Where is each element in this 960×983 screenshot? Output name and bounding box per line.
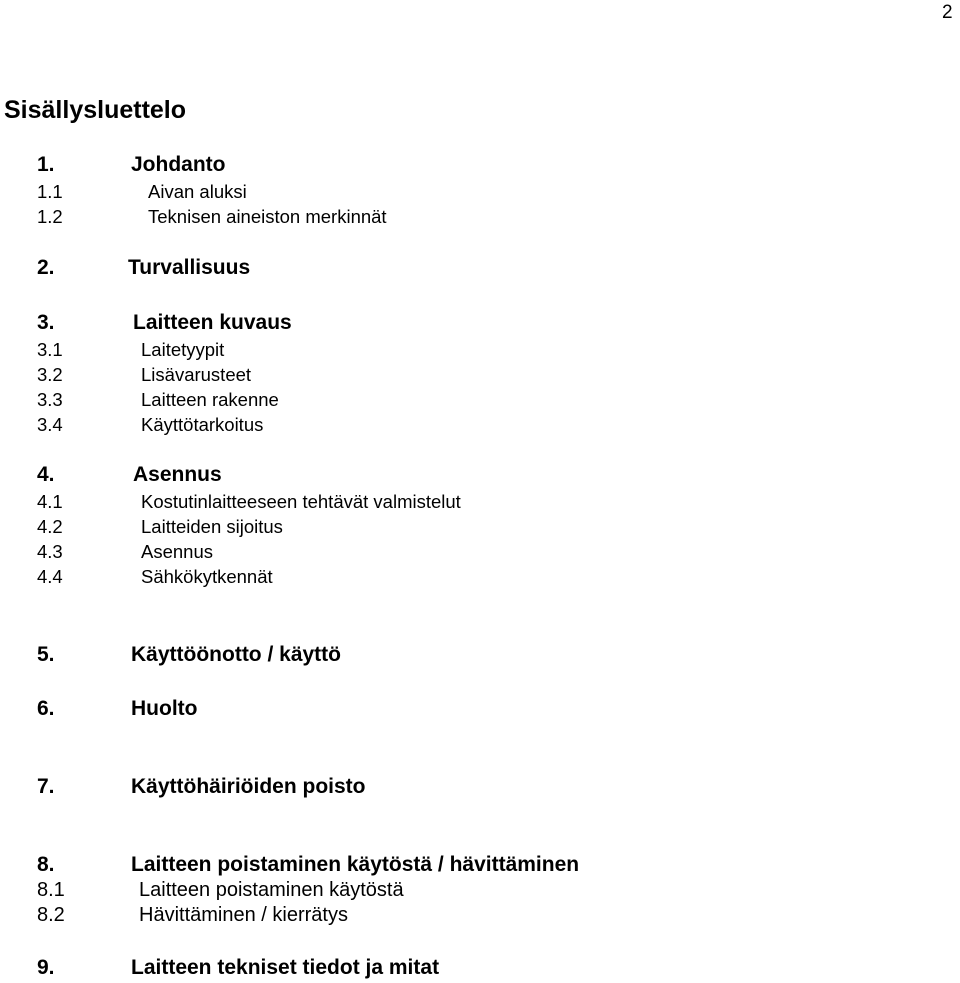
toc-title: Sisällysluettelo xyxy=(4,96,187,124)
toc-entry-text: Asennus xyxy=(133,463,222,486)
toc-entry-number: 2. xyxy=(37,256,55,279)
toc-entry-text: Laitteen tekniset tiedot ja mitat xyxy=(131,956,440,979)
toc-entry-number: 9. xyxy=(37,956,55,979)
toc-entry-text: Laitetyypit xyxy=(141,339,225,360)
toc-entry-number: 4.3 xyxy=(37,541,63,562)
toc-entry-text: Asennus xyxy=(141,541,213,562)
toc-entry-number: 1.2 xyxy=(37,206,63,227)
toc-entry-number: 6. xyxy=(37,697,55,720)
toc-entry-text: Lisävarusteet xyxy=(141,364,252,385)
toc-entry-text: Sähkökytkennät xyxy=(141,566,273,587)
toc-entry-number: 3.2 xyxy=(37,364,63,385)
toc-entry-text: Hävittäminen / kierrätys xyxy=(139,904,348,926)
toc-entry-number: 3.3 xyxy=(37,389,63,410)
toc-entry-number: 8.1 xyxy=(37,879,65,901)
page-number: 2 xyxy=(942,2,953,23)
toc-entry-number: 3. xyxy=(37,311,55,334)
toc-entry-text: Laitteen poistaminen käytöstä xyxy=(139,879,404,901)
toc-entry-text: Laitteen poistaminen käytöstä / hävittäminen xyxy=(131,853,580,876)
toc-entry-text: Käyttöönotto / käyttö xyxy=(131,643,341,666)
toc-entry-text: Laitteen rakenne xyxy=(141,389,279,410)
toc-entry-number: 3.4 xyxy=(37,414,63,435)
toc-entry-text: Turvallisuus xyxy=(128,256,251,279)
toc-entry-text: Johdanto xyxy=(131,153,226,176)
toc-entry-text: Käyttötarkoitus xyxy=(141,414,264,435)
toc-entry-number: 5. xyxy=(37,643,55,666)
toc-entry-number: 1.1 xyxy=(37,181,63,202)
toc-entry-number: 8. xyxy=(37,853,55,876)
toc-entry-number: 7. xyxy=(37,775,55,798)
toc-entry-number: 4.4 xyxy=(37,566,63,587)
toc-entry-number: 4. xyxy=(37,463,55,486)
toc-entry-number: 3.1 xyxy=(37,339,63,360)
toc-entry-text: Kostutinlaitteeseen tehtävät valmistelut xyxy=(141,491,461,512)
toc-entry-number: 4.2 xyxy=(37,516,63,537)
toc-entry-text: Käyttöhäiriöiden poisto xyxy=(131,775,366,798)
toc-entry-text: Teknisen aineiston merkinnät xyxy=(148,206,387,227)
toc-entry-text: Aivan aluksi xyxy=(148,181,247,202)
toc-entry-text: Laitteen kuvaus xyxy=(133,311,292,334)
toc-entry-number: 4.1 xyxy=(37,491,63,512)
toc-entry-number: 8.2 xyxy=(37,904,65,926)
toc-entry-text: Huolto xyxy=(131,697,198,720)
toc-entry-number: 1. xyxy=(37,153,55,176)
toc-entry-text: Laitteiden sijoitus xyxy=(141,516,283,537)
